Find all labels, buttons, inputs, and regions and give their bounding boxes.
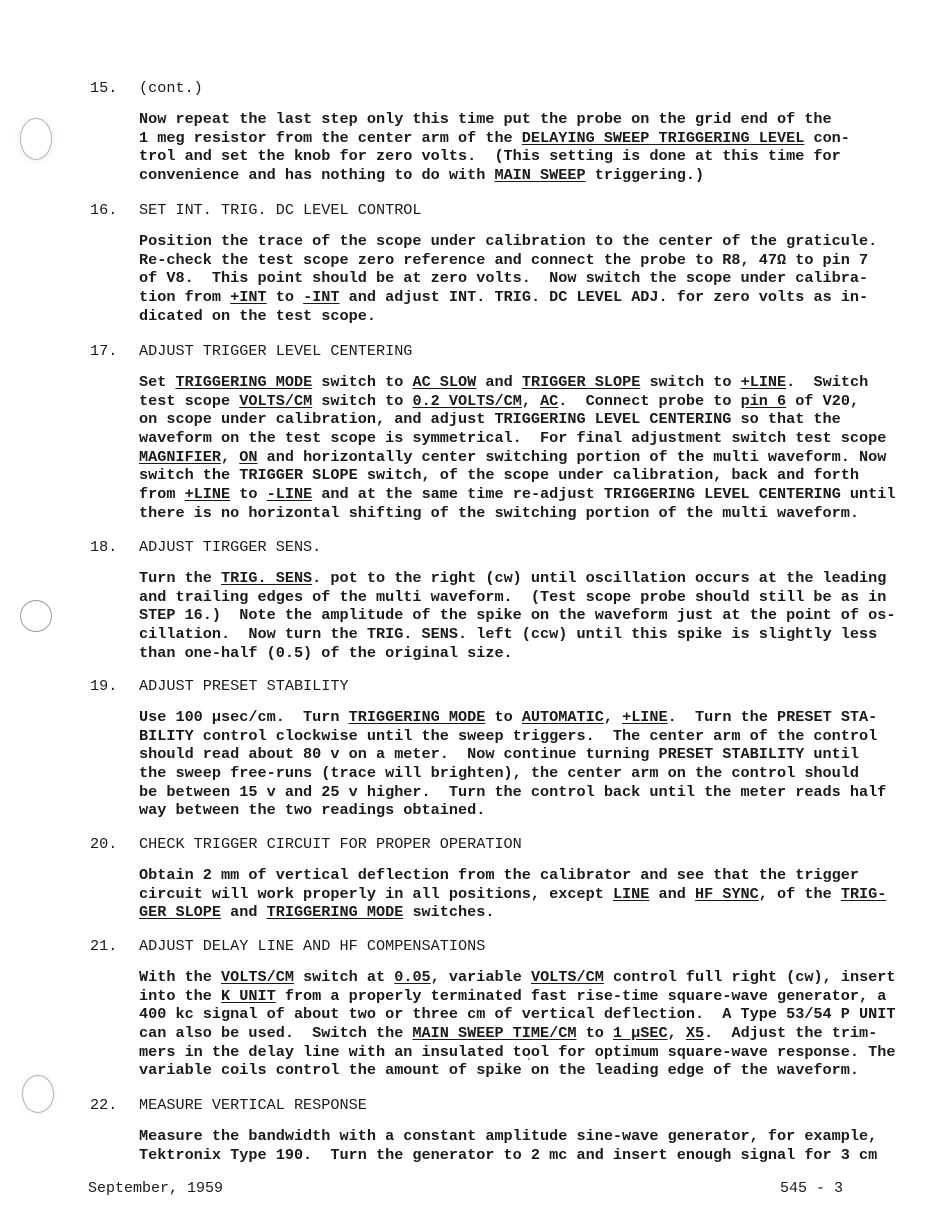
step-number: 20. [90,835,118,853]
step-title: ADJUST PRESET STABILITY [139,677,349,695]
text-line: Now repeat the last step only this time put the probe on the grid end of the [139,110,832,128]
underlined-control-name: 1 μSEC [612,1024,668,1043]
underlined-control-name: TRIG. SENS [221,569,313,587]
step-title: ADJUST TIRGGER SENS. [139,538,322,556]
step-heading [90,1096,920,1115]
text-line: convenience and has nothing to do with MAIN SWEEP triggering.) [139,166,705,185]
step-body [139,569,920,662]
step-title: SET INT. TRIG. DC LEVEL CONTROL [139,201,422,219]
step-number: 17. [90,342,118,360]
punch-hole [22,1075,54,1113]
step-number: 19. [90,677,118,695]
underlined-control-name: VOLTS/CM [530,968,604,986]
step-number: 21. [90,937,118,955]
underlined-control-name: AUTOMATIC [521,708,604,726]
step-body [139,1127,920,1164]
underlined-control-name: 0.2 VOLTS/CM [412,391,522,410]
underlined-control-name: +INT [230,288,267,307]
step-4 [90,677,920,820]
underlined-control-name: +LINE [622,708,668,726]
text-line: 400 kc signal of about two or three cm of vertical deflection. A Type 53/54 P UNIT [139,1005,896,1024]
underlined-control-name: 0.05 [394,968,431,986]
text-line: STEP 16.) Note the amplitude of the spike on the waveform just at the point of os- [139,606,896,625]
step-number: 22. [90,1096,118,1114]
step-body [139,708,920,820]
underlined-control-name: TRIG- [840,884,887,903]
step-body [139,373,920,523]
step-number: 18. [90,538,118,556]
text-line: 1 meg resistor from the center arm of the DELAYING SWEEP TRIGGERING LEVEL con- [139,128,850,147]
text-line: Set TRIGGERING MODE switch to AC SLOW and TRIGGER SLOPE switch to +LINE. Switch [139,373,869,391]
text-line: BILITY control clockwise until the sweep triggers. The center arm of the control [139,726,878,745]
punch-hole [20,600,52,632]
step-heading [90,342,920,361]
underlined-control-name: +LINE [184,485,231,504]
step-body [139,110,920,185]
underlined-control-name: MAIN SWEEP TIME/CM [412,1024,577,1043]
text-line: cillation. Now turn the TRIG. SENS. left (ccw) until this spike is slightly less [139,625,878,644]
step-2 [90,342,920,523]
step-number: 16. [90,201,118,219]
punch-hole [20,118,52,160]
step-body [139,866,920,922]
underlined-control-name: HF SYNC [694,884,759,903]
text-line: into the K UNIT from a properly terminated fast rise-time square-wave generator, a [139,986,887,1005]
text-line: be between 15 v and 25 v higher. Turn the control back until the meter reads half [139,782,887,801]
text-line: dicated on the test scope. [139,306,376,325]
underlined-control-name: MAGNIFIER [139,447,222,466]
footer-page-number: 545 - 3 [780,1180,844,1197]
step-body [139,968,920,1080]
underlined-control-name: LINE [612,884,650,903]
text-line: GER SLOPE and TRIGGERING MODE switches. [139,903,495,922]
step-heading [90,835,920,854]
step-body [139,232,920,325]
text-line: from +LINE to -LINE and at the same time re-adjust TRIGGERING LEVEL CENTERING until [139,485,896,504]
text-line: the sweep free-runs (trace will brighten), the center arm on the control should [139,764,860,783]
step-heading [90,79,920,98]
text-line: switch the TRIGGER SLOPE switch, of the scope under calibration, back and forth [139,466,860,485]
text-line: and trailing edges of the multi waveform. (Test scope probe should still be as in [139,587,887,606]
underlined-control-name: TRIGGERING MODE [175,373,313,391]
step-0 [90,79,920,185]
text-line: on scope under calibration, and adjust TRIGGERING LEVEL CENTERING so that the [139,410,841,429]
underlined-control-name: +LINE [740,373,787,391]
step-heading [90,201,920,220]
footer-date: September, 1959 [88,1180,224,1197]
text-line: there is no horizontal shifting of the switching portion of the multi waveform. [139,503,860,522]
text-line: than one-half (0.5) of the original size. [139,643,513,662]
underlined-control-name: K UNIT [221,986,276,1005]
text-line: Turn the TRIG. SENS. pot to the right (cw) until oscillation occurs at the leading [139,569,887,587]
step-heading [90,538,920,557]
text-line: trol and set the knob for zero volts. (This setting is done at this time for [139,147,841,166]
underlined-control-name: VOLTS/CM [221,968,294,986]
underlined-control-name: AC SLOW [412,373,477,391]
underlined-control-name: DELAYING SWEEP TRIGGERING LEVEL [521,128,805,147]
step-5 [90,835,920,922]
underlined-control-name: AC [540,391,559,410]
text-line: waveform on the test scope is symmetrical. For final adjustment switch test scope [139,429,887,448]
text-line: Use 100 μsec/cm. Turn TRIGGERING MODE to AUTOMATIC, +LINE. Turn the PRESET STA- [139,708,878,726]
text-line: Tektronix Type 190. Turn the generator to 2 mc and insert enough signal for 3 cm [139,1145,878,1164]
underlined-control-name: ON [239,447,258,466]
text-line: With the VOLTS/CM switch at 0.05, variable VOLTS/CM control full right (cw), insert [139,968,896,986]
step-7 [90,1096,920,1164]
text-line: should read about 80 v on a meter. Now continue turning PRESET STABILITY until [139,745,860,764]
text-line: MAGNIFIER, ON and horizontally center switching portion of the multi waveform. Now [139,447,887,466]
underlined-control-name: VOLTS/CM [239,391,313,410]
underlined-control-name: -INT [303,288,340,307]
text-line: way between the two readings obtained. [139,801,486,820]
step-1 [90,201,920,325]
underlined-control-name: X5 [685,1024,705,1043]
text-line: Obtain 2 mm of vertical deflection from the calibrator and see that the trigger [139,866,860,884]
underlined-control-name: GER SLOPE [139,903,222,922]
text-line: tion from +INT to -INT and adjust INT. TRIG. DC LEVEL ADJ. for zero volts as in- [139,288,869,307]
step-3 [90,538,920,662]
step-number: 15. [90,79,118,97]
text-line: test scope VOLTS/CM switch to 0.2 VOLTS/CM, AC. Connect probe to pin 6 of V20, [139,391,860,410]
text-line: circuit will work properly in all positions, except LINE and HF SYNC, of the TRIG- [139,884,887,903]
step-title: CHECK TRIGGER CIRCUIT FOR PROPER OPERATION [139,835,522,853]
step-title: ADJUST TRIGGER LEVEL CENTERING [139,342,413,360]
underlined-control-name: TRIGGERING MODE [348,708,486,726]
step-6 [90,937,920,1080]
text-line: Measure the bandwidth with a constant amplitude sine-wave generator, for example, [139,1127,878,1145]
step-heading [90,937,920,956]
text-line: of V8. This point should be at zero volts. Now switch the scope under calibra- [139,269,869,288]
underlined-control-name: -LINE [266,485,313,504]
step-title: ADJUST DELAY LINE AND HF COMPENSATIONS [139,937,486,955]
text-line: can also be used. Switch the MAIN SWEEP TIME/CM to 1 μSEC, X5. Adjust the trim- [139,1024,878,1043]
underlined-control-name: TRIGGER SLOPE [521,373,641,391]
underlined-control-name: TRIGGERING MODE [266,903,404,922]
text-line: Re-check the test scope zero reference and connect the probe to R8, 47Ω to pin 7 [139,250,869,269]
text-line: mers in the delay line with an insulated tool for optimum square-wave response. The [139,1042,896,1061]
step-heading [90,677,920,696]
step-title: MEASURE VERTICAL RESPONSE [139,1096,367,1114]
text-line: Position the trace of the scope under calibration to the center of the graticule. [139,232,878,250]
text-line: variable coils control the amount of spike on the leading edge of the waveform. [139,1061,860,1080]
underlined-control-name: pin 6 [740,391,787,410]
step-title: (cont.) [139,79,203,97]
underlined-control-name: MAIN SWEEP [494,166,586,185]
